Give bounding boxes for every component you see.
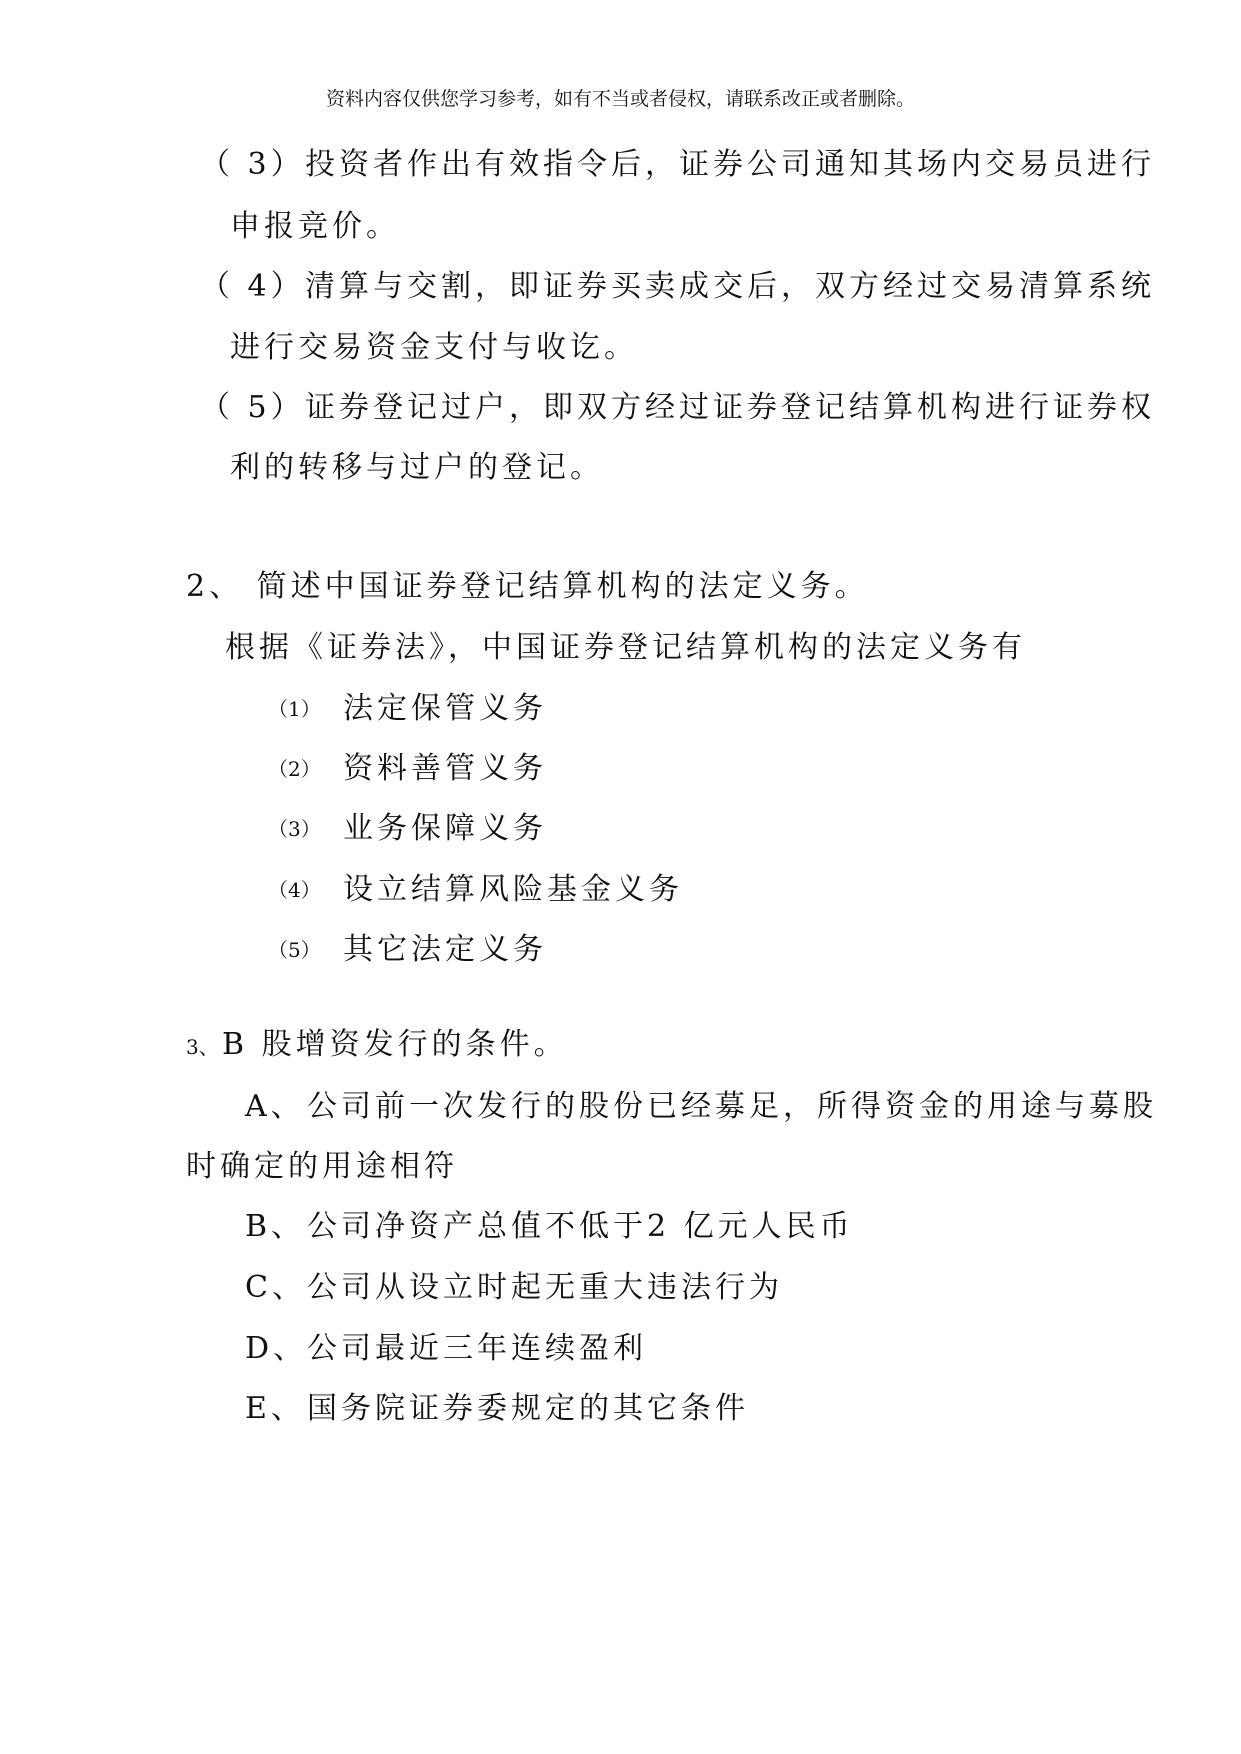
condition-c-marker: C、	[245, 1270, 306, 1305]
condition-d-marker: D、	[245, 1331, 308, 1366]
header-disclaimer: 资料内容仅供您学习参考，如有不当或者侵权，请联系改正或者删除。	[325, 88, 915, 110]
condition-a-marker: A、	[245, 1089, 305, 1124]
duty-1-marker: （1）	[268, 697, 321, 721]
question-3-marker: 3、	[186, 1035, 219, 1059]
condition-d-text: 公司最近三年连续盈利	[307, 1331, 647, 1366]
duty-5-marker: （5）	[268, 938, 321, 962]
duty-4-marker: （4）	[268, 878, 321, 902]
step-3-line-2: 申报竞价。	[230, 209, 400, 244]
condition-e-text: 国务院证券委规定的其它条件	[307, 1391, 749, 1426]
condition-a-continuation: 时确定的用途相符	[186, 1149, 458, 1184]
condition-b-marker: B、	[245, 1209, 306, 1244]
duty-4-text: 设立结算风险基金义务	[343, 872, 683, 907]
duty-5-text: 其它法定义务	[343, 932, 547, 967]
step-3-marker: （ 3）	[200, 147, 305, 182]
step-4-marker: （ 4）	[200, 269, 305, 304]
duty-2-text: 资料善管义务	[343, 751, 547, 786]
step-5-marker: （ 5）	[200, 390, 305, 425]
duty-3-text: 业务保障义务	[343, 811, 547, 846]
question-3-text: B 股增资发行的条件。	[222, 1027, 568, 1062]
question-2: 2、 简述中国证券登记结算机构的法定义务。	[186, 569, 869, 604]
condition-c-text: 公司从设立时起无重大违法行为	[307, 1270, 783, 1305]
condition-a-text: 公司前一次发行的股份已经募足，所得资金的用途与募股	[307, 1089, 1157, 1124]
duty-3-marker: （3）	[268, 817, 321, 841]
duty-1-text: 法定保管义务	[343, 691, 547, 726]
step-5-line-2: 利的转移与过户的登记。	[230, 450, 604, 485]
condition-e-marker: E、	[245, 1391, 305, 1426]
duty-2-marker: （2）	[268, 757, 321, 781]
step-3-line-1: 投资者作出有效指令后，证券公司通知其场内交易员进行	[305, 147, 1155, 182]
condition-b-text: 公司净资产总值不低于2 亿元人民币	[307, 1209, 854, 1244]
question-2-intro: 根据《证券法》，中国证券登记结算机构的法定义务有	[225, 630, 1026, 665]
step-5-line-1: 证券登记过户，即双方经过证券登记结算机构进行证券权	[305, 390, 1155, 425]
step-4-line-1: 清算与交割，即证券买卖成交后，双方经过交易清算系统	[305, 269, 1155, 304]
step-4-line-2: 进行交易资金支付与收讫。	[230, 330, 638, 365]
